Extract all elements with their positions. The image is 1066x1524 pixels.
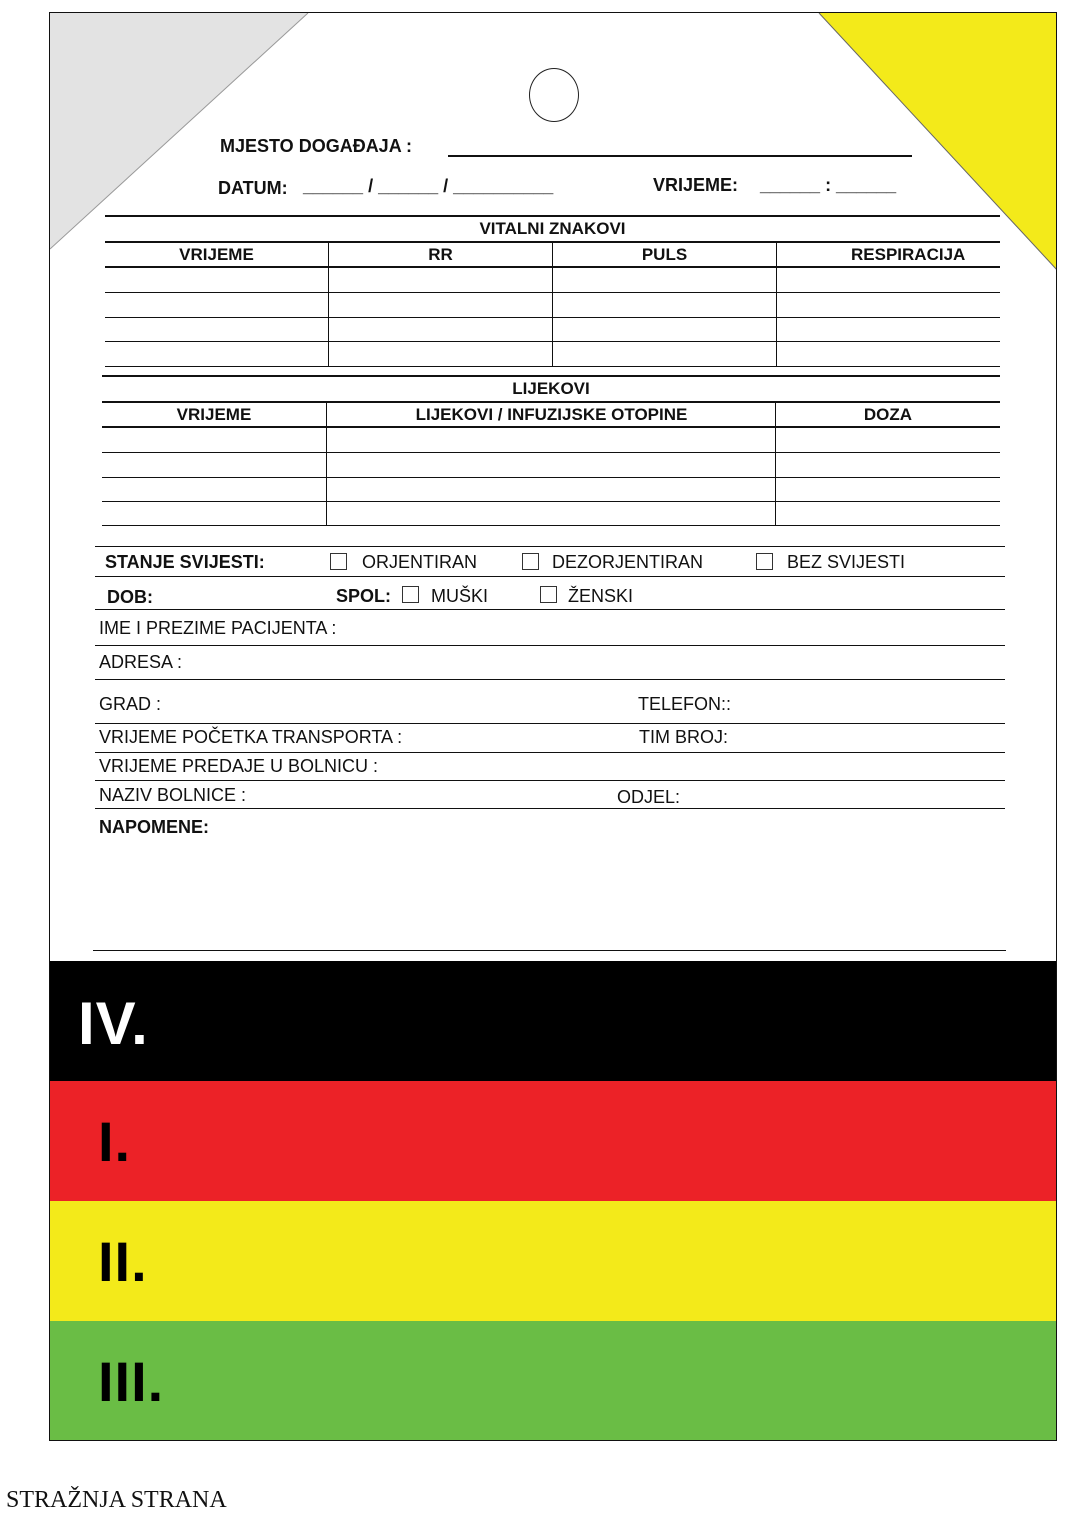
sex-label: SPOL: [336,586,392,606]
unconscious-checkbox[interactable] [756,553,773,570]
phone-label: TELEFON:: [638,694,732,714]
city-label: GRAD : [99,694,162,714]
notes-line[interactable] [93,950,1006,951]
meds-row[interactable] [102,501,1000,502]
orientated-checkbox[interactable] [330,553,347,570]
disoriented-label: DEZORJENTIRAN [552,552,704,572]
meds-col-time: VRIJEME [176,405,252,424]
triage-tag [49,12,1057,1441]
footer-caption: STRAŽNJA STRANA [6,1487,227,1513]
hospital-label: NAZIV BOLNICE : [99,785,247,805]
handover-label: VRIJEME PREDAJE U BOLNICU : [99,756,379,776]
triage-band-ii[interactable] [50,1201,1057,1321]
patient-name-line[interactable] [95,645,1005,646]
address-label: ADRESA : [99,652,183,672]
triage-label-i: I. [98,1110,132,1173]
triage-band-iii[interactable] [50,1321,1057,1441]
tag-hole [529,68,579,122]
meds-row[interactable] [102,452,1000,453]
address-line[interactable] [95,679,1005,680]
consciousness-label: STANJE SVIJESTI: [105,552,265,572]
meds-title: LIJEKOVI [512,379,590,398]
transport-start-label: VRIJEME POČETKA TRANSPORTA : [99,727,403,747]
department-label: ODJEL: [617,787,681,807]
date-label: DATUM: [218,178,288,198]
vitals-row[interactable] [105,366,1000,367]
vitals-col-pulse: PULS [641,245,688,264]
time-blanks[interactable]: ______ : ______ [760,175,897,195]
transport-line[interactable] [95,752,1005,753]
time-label: VRIJEME: [653,175,739,195]
vitals-col-respiration: RESPIRACIJA [851,245,966,264]
unconscious-label: BEZ SVIJESTI [787,552,906,572]
meds-row[interactable] [102,477,1000,478]
team-label: TIM BROJ: [639,727,728,747]
triage-label-iii: III. [98,1350,165,1413]
vitals-title: VITALNI ZNAKOVI [479,219,626,238]
disoriented-checkbox[interactable] [522,553,539,570]
vitals-col-rr: RR [428,245,453,264]
orientated-label: ORJENTIRAN [362,552,478,572]
city-line[interactable] [95,723,1005,724]
meds-row[interactable] [102,525,1000,526]
male-label: MUŠKI [431,586,489,606]
male-checkbox[interactable] [402,586,419,603]
triage-label-ii: II. [98,1230,148,1293]
notes-label: NAPOMENE: [99,817,210,837]
hospital-line[interactable] [95,808,1005,809]
meds-col-dose: DOZA [863,405,913,424]
date-blanks[interactable]: ______ / ______ / __________ [303,176,554,196]
incident-place-label: MJESTO DOGAĐAJA : [220,136,413,156]
handover-line[interactable] [95,780,1005,781]
vitals-col-time: VRIJEME [179,245,254,264]
female-checkbox[interactable] [540,586,557,603]
age-label: DOB: [107,587,153,607]
female-label: ŽENSKI [568,586,634,606]
triage-label-iv: IV. [78,990,149,1057]
incident-place-line[interactable] [448,155,912,157]
triage-band-i[interactable] [50,1081,1057,1201]
patient-name-label: IME I PREZIME PACIJENTA : [99,618,337,638]
meds-col-medication: LIJEKOVI / INFUZIJSKE OTOPINE [415,405,688,424]
triage-band-iv[interactable] [50,961,1057,1081]
